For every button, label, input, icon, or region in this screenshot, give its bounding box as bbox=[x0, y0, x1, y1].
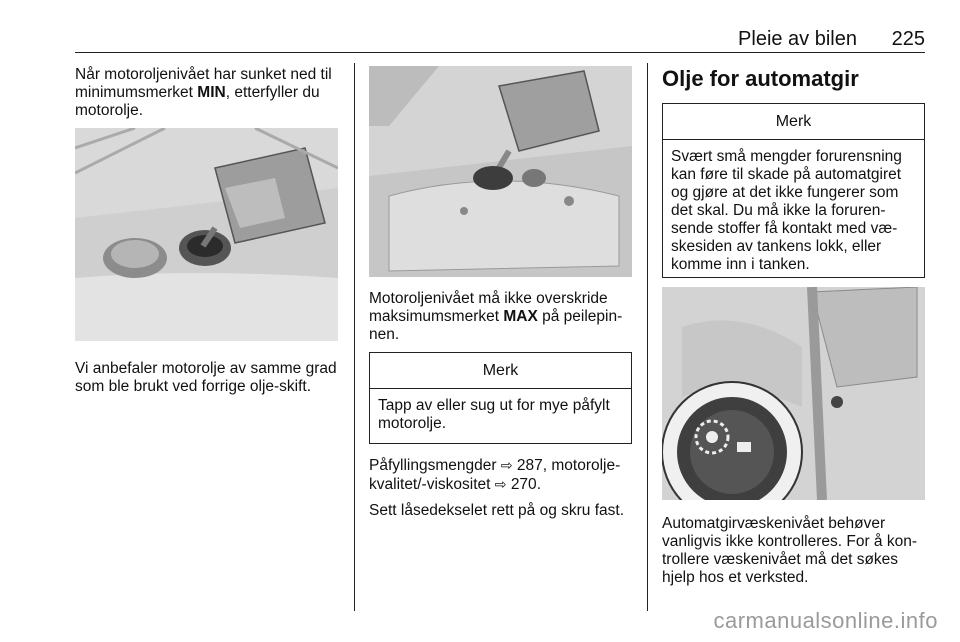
paragraph-capacities: Påfyllingsmengder ⇨ 287, motorolje-kvalitet/-viskositet ⇨ 270. bbox=[369, 457, 621, 493]
page-number: 225 bbox=[891, 28, 925, 50]
section-heading: Olje for automatgir bbox=[662, 66, 859, 91]
note-box-contamination bbox=[662, 103, 925, 278]
paragraph-transmission-check: Automatgirvæskenivået behøver vanligvis ikke kontrolleres. For å kon-trollere væskenivået må det søkes hjelp hos et verksted. bbox=[662, 515, 917, 586]
column-2-lower bbox=[369, 456, 633, 520]
engine-oil-fill-illustration bbox=[75, 128, 338, 341]
min-mark: MIN bbox=[197, 84, 226, 101]
note-title: Merk bbox=[663, 104, 924, 140]
page-header bbox=[75, 28, 925, 54]
watermark-text: carmanualsonline.info bbox=[713, 608, 938, 633]
column-divider bbox=[647, 63, 648, 611]
column-3 bbox=[662, 66, 926, 92]
column-divider bbox=[354, 63, 355, 611]
note-body: Tapp av eller sug ut for mye påfylt motorolje. bbox=[378, 397, 610, 432]
paragraph-min-level: Når motoroljenivået har sunket ned til minimumsmerket MIN, etterfyller du motorolje. bbox=[75, 66, 332, 119]
note-title: Merk bbox=[370, 353, 631, 389]
note-box-drain bbox=[369, 352, 632, 444]
column-1-lower bbox=[75, 360, 345, 396]
paragraph-recommend: Vi anbefaler motorolje av samme grad som ble brukt ved forrige olje-skift. bbox=[75, 360, 337, 395]
reference-arrow-icon: ⇨ bbox=[494, 476, 507, 492]
column-1 bbox=[75, 66, 345, 120]
paragraph-cap: Sett låsedekselet rett på og skru fast. bbox=[369, 502, 625, 519]
oil-pouring-illustration bbox=[369, 66, 632, 277]
header-rule bbox=[75, 52, 925, 53]
page-ref-link[interactable]: 270 bbox=[510, 476, 537, 493]
page-ref-link[interactable]: 287 bbox=[516, 457, 543, 474]
section-title: Pleie av bilen bbox=[738, 28, 857, 50]
transmission-cap-illustration bbox=[662, 287, 925, 500]
note-body: Svært små mengder forurensning kan føre til skade på automatgiret og gjøre at det ikke fungerer som det skal. Du må ikke la foruren-sende stoffer få kontakt med væ-skesiden av tankens lokk, eller komme inn i tanken. bbox=[671, 148, 902, 273]
max-mark: MAX bbox=[503, 308, 538, 325]
column-3-lower bbox=[662, 515, 926, 587]
column-2 bbox=[369, 290, 633, 344]
paragraph-max-level: Motoroljenivået må ikke overskride maksimumsmerket MAX på peilepin-nen. bbox=[369, 290, 623, 343]
reference-arrow-icon: ⇨ bbox=[500, 457, 513, 473]
